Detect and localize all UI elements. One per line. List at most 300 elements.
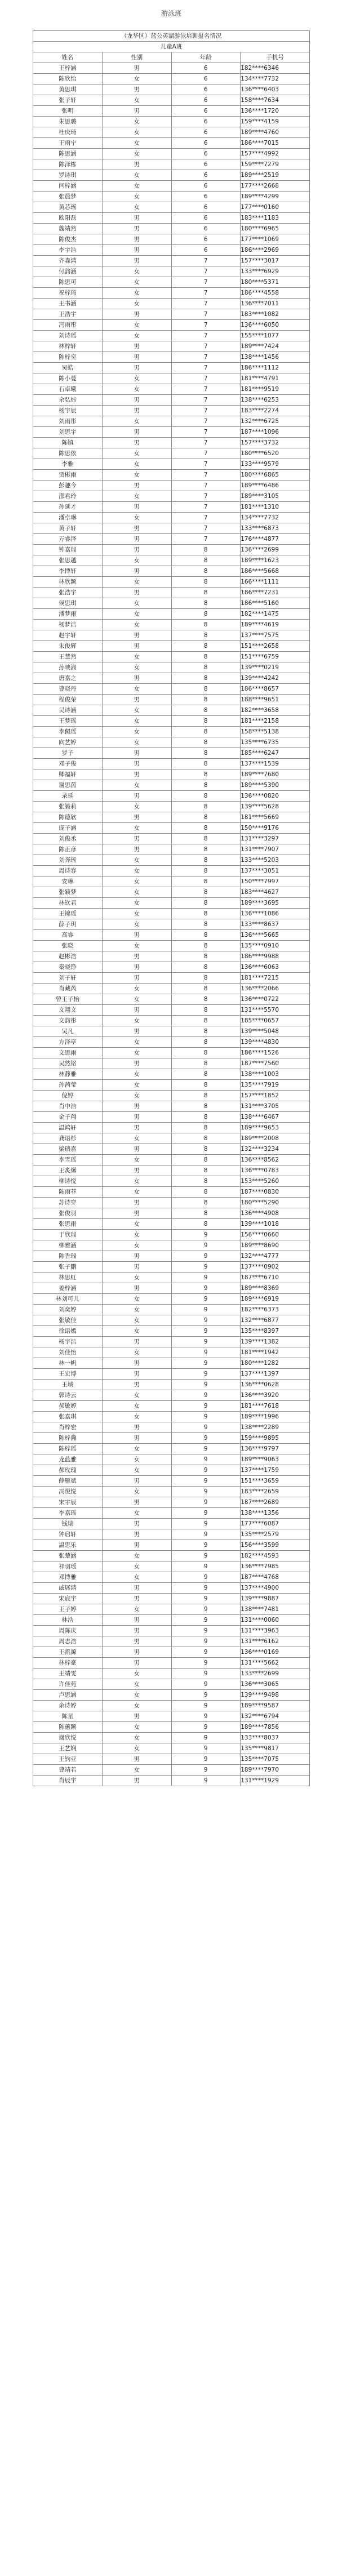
table-row — [33, 1561, 310, 1572]
cell-age: 9 — [171, 1701, 241, 1711]
cell-name: 朱思璐 — [33, 117, 103, 127]
cell-name: 张晓 — [33, 941, 103, 951]
table-row — [33, 192, 310, 202]
table-row — [33, 662, 310, 673]
cell-phone: 137****7575 — [241, 630, 310, 641]
cell-name: 祝梓琦 — [33, 288, 103, 299]
table-row — [33, 1219, 310, 1230]
cell-age: 9 — [171, 1358, 241, 1369]
cell-phone: 187****7560 — [241, 1058, 310, 1069]
table-row — [33, 523, 310, 534]
cell-age: 8 — [171, 737, 241, 748]
cell-age: 7 — [171, 299, 241, 309]
cell-phone: 139****1382 — [241, 1337, 310, 1347]
cell-phone: 187****0830 — [241, 1187, 310, 1198]
table-row — [33, 973, 310, 984]
cell-name: 郝玫瑰 — [33, 1465, 103, 1476]
cell-name: 孙映淑 — [33, 662, 103, 673]
header-age: 年龄 — [171, 52, 241, 63]
table-row — [33, 1187, 310, 1198]
cell-name: 戚展鸿 — [33, 1583, 103, 1594]
cell-gender: 女 — [102, 1690, 171, 1701]
cell-phone: 157****4992 — [241, 149, 310, 159]
cell-age: 9 — [171, 1561, 241, 1572]
cell-name: 王炙爆 — [33, 1165, 103, 1176]
cell-age: 9 — [171, 1615, 241, 1626]
cell-phone: 186****9988 — [241, 951, 310, 962]
cell-phone: 181****4791 — [241, 373, 310, 384]
table-row — [33, 727, 310, 737]
cell-phone: 180****6520 — [241, 448, 310, 459]
table-row — [33, 1647, 310, 1658]
cell-age: 9 — [171, 1412, 241, 1422]
cell-phone: 153****5260 — [241, 1176, 310, 1187]
cell-age: 9 — [171, 1369, 241, 1380]
cell-gender: 女 — [102, 652, 171, 662]
cell-name: 刘诗瑶 — [33, 331, 103, 341]
cell-gender: 女 — [102, 1390, 171, 1401]
cell-gender: 男 — [102, 1251, 171, 1262]
table-row — [33, 1358, 310, 1369]
cell-gender: 男 — [102, 748, 171, 759]
cell-age: 9 — [171, 1636, 241, 1647]
cell-gender: 女 — [102, 1091, 171, 1101]
cell-phone: 177****0160 — [241, 202, 310, 213]
cell-phone: 182****6346 — [241, 63, 310, 74]
cell-age: 6 — [171, 74, 241, 84]
cell-age: 8 — [171, 695, 241, 705]
table-row — [33, 951, 310, 962]
cell-gender: 女 — [102, 1305, 171, 1315]
cell-age: 8 — [171, 1123, 241, 1133]
cell-phone: 136****0783 — [241, 1165, 310, 1176]
cell-name: 王浩宇 — [33, 309, 103, 320]
cell-name: 冯雨彤 — [33, 320, 103, 331]
table-row — [33, 234, 310, 245]
cell-phone: 185****6247 — [241, 748, 310, 759]
cell-name: 吴皓 — [33, 363, 103, 373]
cell-gender: 女 — [102, 1176, 171, 1187]
cell-age: 8 — [171, 887, 241, 898]
cell-gender: 女 — [102, 288, 171, 299]
cell-name: 陈梓奕 — [33, 352, 103, 363]
cell-gender: 男 — [102, 224, 171, 234]
table-row — [33, 1722, 310, 1733]
cell-name: 林梓豪 — [33, 1658, 103, 1669]
cell-gender: 男 — [102, 1005, 171, 1016]
cell-name: 陈正彦 — [33, 844, 103, 855]
cell-phone: 131****3705 — [241, 1101, 310, 1112]
cell-phone: 139****9498 — [241, 1690, 310, 1701]
cell-name: 赵彬浩 — [33, 951, 103, 962]
cell-name: 卿福轩 — [33, 769, 103, 780]
cell-phone: 136****0628 — [241, 1380, 310, 1390]
cell-age: 9 — [171, 1711, 241, 1722]
page-title: 游泳班 — [161, 10, 181, 17]
cell-age: 7 — [171, 256, 241, 266]
cell-name: 林一帆 — [33, 1358, 103, 1369]
cell-gender: 男 — [102, 159, 171, 170]
table-row — [33, 1733, 310, 1743]
cell-age: 8 — [171, 919, 241, 930]
cell-name: 文韵彤 — [33, 1016, 103, 1026]
cell-gender: 女 — [102, 331, 171, 341]
table-row — [33, 224, 310, 234]
cell-age: 8 — [171, 759, 241, 769]
cell-phone: 133****8037 — [241, 1733, 310, 1743]
table-row — [33, 1572, 310, 1583]
cell-age: 6 — [171, 149, 241, 159]
cell-gender: 男 — [102, 395, 171, 406]
table-row — [33, 406, 310, 416]
cell-age: 7 — [171, 331, 241, 341]
table-row — [33, 984, 310, 994]
cell-phone: 182****4593 — [241, 1551, 310, 1561]
cell-name: 刘佳怡 — [33, 1347, 103, 1358]
cell-phone: 136****6063 — [241, 962, 310, 973]
cell-gender: 男 — [102, 1754, 171, 1765]
cell-gender: 男 — [102, 213, 171, 224]
cell-age: 9 — [171, 1497, 241, 1508]
header-name: 姓名 — [33, 52, 103, 63]
cell-name: 邵君玲 — [33, 491, 103, 502]
table-row — [33, 1198, 310, 1208]
cell-age: 6 — [171, 192, 241, 202]
table-row — [33, 823, 310, 834]
cell-phone: 131****3963 — [241, 1626, 310, 1636]
cell-gender: 女 — [102, 491, 171, 502]
cell-phone: 133****9579 — [241, 459, 310, 470]
cell-name: 刘雨彤 — [33, 416, 103, 427]
cell-name: 孙延才 — [33, 502, 103, 513]
cell-age: 8 — [171, 748, 241, 759]
cell-gender: 女 — [102, 1465, 171, 1476]
cell-gender: 男 — [102, 759, 171, 769]
cell-gender: 男 — [102, 1422, 171, 1433]
cell-gender: 男 — [102, 1433, 171, 1444]
table-row — [33, 1337, 310, 1347]
cell-phone: 189****2519 — [241, 170, 310, 181]
signup-table — [33, 30, 310, 1786]
cell-age: 8 — [171, 973, 241, 984]
cell-name: 王子婷 — [33, 1604, 103, 1615]
cell-gender: 男 — [102, 1144, 171, 1155]
header-phone: 手机号 — [241, 52, 310, 63]
table-row — [33, 566, 310, 577]
cell-age: 7 — [171, 448, 241, 459]
table-row — [33, 705, 310, 716]
cell-age: 7 — [171, 384, 241, 395]
cell-age: 8 — [171, 716, 241, 727]
table-row — [33, 1433, 310, 1444]
cell-name: 于欣瑞 — [33, 1230, 103, 1240]
cell-age: 9 — [171, 1519, 241, 1529]
table-row — [33, 1454, 310, 1465]
cell-phone: 135****7919 — [241, 1080, 310, 1091]
cell-name: 方泽亭 — [33, 1037, 103, 1048]
cell-age: 9 — [171, 1594, 241, 1604]
table-row — [33, 1743, 310, 1754]
cell-phone: 189****1623 — [241, 555, 310, 566]
cell-phone: 150****7997 — [241, 877, 310, 887]
cell-name: 欧阳磊 — [33, 213, 103, 224]
cell-age: 9 — [171, 1604, 241, 1615]
cell-name: 李雅 — [33, 459, 103, 470]
table-row — [33, 898, 310, 909]
table-row — [33, 909, 310, 919]
cell-age: 8 — [171, 545, 241, 555]
cell-phone: 135****9817 — [241, 1743, 310, 1754]
cell-gender: 男 — [102, 545, 171, 555]
cell-age: 8 — [171, 1069, 241, 1080]
cell-phone: 181****1310 — [241, 502, 310, 513]
cell-phone: 183****1082 — [241, 309, 310, 320]
cell-phone: 177****1069 — [241, 234, 310, 245]
cell-age: 8 — [171, 962, 241, 973]
table-row — [33, 1058, 310, 1069]
cell-age: 8 — [171, 769, 241, 780]
cell-name: 付韵涵 — [33, 266, 103, 277]
cell-gender: 女 — [102, 266, 171, 277]
cell-gender: 男 — [102, 1476, 171, 1487]
table-row — [33, 684, 310, 695]
cell-phone: 158****5138 — [241, 727, 310, 737]
cell-name: 倪婷 — [33, 1091, 103, 1101]
cell-phone: 151****2658 — [241, 641, 310, 652]
cell-gender: 男 — [102, 1497, 171, 1508]
table-row — [33, 427, 310, 438]
cell-phone: 150****9176 — [241, 823, 310, 834]
cell-age: 8 — [171, 609, 241, 620]
cell-phone: 136****9797 — [241, 1444, 310, 1454]
cell-name: 文翔文 — [33, 1005, 103, 1016]
cell-name: 薛子玥 — [33, 919, 103, 930]
cell-phone: 136****3065 — [241, 1679, 310, 1690]
cell-name: 吴诗涵 — [33, 705, 103, 716]
cell-age: 8 — [171, 652, 241, 662]
cell-phone: 139****4242 — [241, 673, 310, 684]
cell-name: 刘奕婷 — [33, 1305, 103, 1315]
cell-age: 8 — [171, 1080, 241, 1091]
cell-phone: 137****1539 — [241, 759, 310, 769]
table-row — [33, 1294, 310, 1305]
cell-name: 钟嘉瑞 — [33, 545, 103, 555]
cell-phone: 136****2066 — [241, 984, 310, 994]
table-row — [33, 117, 310, 127]
cell-phone: 136****7011 — [241, 299, 310, 309]
cell-gender: 女 — [102, 1219, 171, 1230]
cell-gender: 男 — [102, 1380, 171, 1390]
cell-gender: 男 — [102, 1540, 171, 1551]
cell-phone: 186****8657 — [241, 684, 310, 695]
cell-phone: 159****9895 — [241, 1433, 310, 1444]
cell-gender: 男 — [102, 791, 171, 802]
cell-name: 肖藏芮 — [33, 984, 103, 994]
table-row — [33, 106, 310, 117]
cell-gender: 女 — [102, 577, 171, 588]
cell-age: 6 — [171, 84, 241, 95]
cell-phone: 159****4159 — [241, 117, 310, 127]
cell-age: 8 — [171, 1048, 241, 1058]
cell-name: 林欣颖 — [33, 577, 103, 588]
cell-age: 7 — [171, 373, 241, 384]
cell-gender: 女 — [102, 1444, 171, 1454]
cell-phone: 189****7856 — [241, 1722, 310, 1733]
cell-name: 林梓轩 — [33, 341, 103, 352]
cell-age: 8 — [171, 941, 241, 951]
cell-gender: 女 — [102, 919, 171, 930]
cell-gender: 女 — [102, 1487, 171, 1497]
cell-gender: 男 — [102, 1198, 171, 1208]
cell-age: 7 — [171, 427, 241, 438]
table-row — [33, 1133, 310, 1144]
cell-age: 9 — [171, 1230, 241, 1240]
cell-phone: 181****2158 — [241, 716, 310, 727]
table-row — [33, 555, 310, 566]
table-row — [33, 1669, 310, 1679]
cell-phone: 133****6873 — [241, 523, 310, 534]
table-row — [33, 1390, 310, 1401]
cell-gender: 男 — [102, 534, 171, 545]
cell-age: 9 — [171, 1433, 241, 1444]
cell-phone: 136****0820 — [241, 791, 310, 802]
table-row — [33, 630, 310, 641]
cell-age: 8 — [171, 620, 241, 630]
cell-gender: 女 — [102, 513, 171, 523]
cell-gender: 男 — [102, 256, 171, 266]
cell-gender: 男 — [102, 834, 171, 844]
cell-phone: 188****9651 — [241, 695, 310, 705]
cell-phone: 166****1111 — [241, 577, 310, 588]
table-row — [33, 1144, 310, 1155]
cell-name: 邓博雅 — [33, 1572, 103, 1583]
cell-age: 8 — [171, 1208, 241, 1219]
table-row — [33, 759, 310, 769]
cell-gender: 女 — [102, 1187, 171, 1198]
cell-name: 宋宸宇 — [33, 1594, 103, 1604]
cell-name: 王艺娴 — [33, 1743, 103, 1754]
table-row — [33, 866, 310, 877]
cell-gender: 女 — [102, 620, 171, 630]
cell-phone: 183****4627 — [241, 887, 310, 898]
cell-phone: 134****7732 — [241, 513, 310, 523]
cell-gender: 男 — [102, 352, 171, 363]
table-row — [33, 1422, 310, 1433]
cell-age: 6 — [171, 127, 241, 138]
cell-age: 8 — [171, 1058, 241, 1069]
cell-gender: 男 — [102, 106, 171, 117]
cell-phone: 136****2699 — [241, 545, 310, 555]
cell-age: 9 — [171, 1487, 241, 1497]
table-row — [33, 877, 310, 887]
cell-phone: 187****2689 — [241, 1497, 310, 1508]
cell-gender: 女 — [102, 1155, 171, 1165]
cell-gender: 女 — [102, 373, 171, 384]
cell-gender: 女 — [102, 727, 171, 737]
table-row — [33, 1497, 310, 1508]
cell-name: 徐语嫣 — [33, 1326, 103, 1337]
cell-name: 温鸿轩 — [33, 1123, 103, 1133]
cell-name: 陈思依 — [33, 448, 103, 459]
cell-age: 9 — [171, 1572, 241, 1583]
cell-phone: 132****3234 — [241, 1144, 310, 1155]
cell-name: 王凯源 — [33, 1647, 103, 1658]
cell-age: 7 — [171, 534, 241, 545]
cell-name: 潘梦雨 — [33, 609, 103, 620]
cell-phone: 151****6759 — [241, 652, 310, 662]
cell-age: 7 — [171, 309, 241, 320]
cell-age: 9 — [171, 1240, 241, 1251]
table-row — [33, 363, 310, 373]
cell-phone: 187****6710 — [241, 1273, 310, 1283]
cell-name: 李博轩 — [33, 566, 103, 577]
cell-name: 张颖梦 — [33, 887, 103, 898]
cell-gender: 男 — [102, 1519, 171, 1529]
cell-gender: 女 — [102, 780, 171, 791]
cell-name: 曹晓丹 — [33, 684, 103, 695]
cell-name: 梁瑞嘉 — [33, 1144, 103, 1155]
cell-age: 7 — [171, 266, 241, 277]
table-row — [33, 620, 310, 630]
table-row — [33, 320, 310, 331]
cell-age: 8 — [171, 1144, 241, 1155]
cell-name: 李宇浩 — [33, 245, 103, 256]
cell-age: 9 — [171, 1658, 241, 1669]
cell-phone: 186****5668 — [241, 566, 310, 577]
cell-name: 周诗容 — [33, 866, 103, 877]
cell-name: 张籁莉 — [33, 802, 103, 812]
cell-phone: 133****6929 — [241, 266, 310, 277]
table-row — [33, 1594, 310, 1604]
cell-phone: 189****8690 — [241, 1240, 310, 1251]
table-row — [33, 609, 310, 620]
cell-age: 8 — [171, 1133, 241, 1144]
cell-name: 陈蕙颖 — [33, 1722, 103, 1733]
table-row — [33, 1754, 310, 1765]
cell-name: 曹靖若 — [33, 1765, 103, 1776]
cell-name: 陈梓瀚 — [33, 1433, 103, 1444]
cell-gender: 男 — [102, 673, 171, 684]
cell-name: 林钦君 — [33, 898, 103, 909]
cell-age: 9 — [171, 1454, 241, 1465]
cell-phone: 131****3297 — [241, 834, 310, 844]
table-row — [33, 266, 310, 277]
table-row — [33, 416, 310, 427]
cell-name: 石卓曦 — [33, 384, 103, 395]
table-banner: （龙华区）蓝公英湖游泳培训报名情况 — [33, 31, 310, 42]
table-row — [33, 1658, 310, 1669]
table-row — [33, 791, 310, 802]
table-row — [33, 299, 310, 309]
cell-name: 许佳苑 — [33, 1679, 103, 1690]
table-row — [33, 641, 310, 652]
cell-phone: 139****5048 — [241, 1026, 310, 1037]
table-row — [33, 887, 310, 898]
cell-gender: 女 — [102, 299, 171, 309]
cell-age: 8 — [171, 994, 241, 1005]
cell-age: 7 — [171, 470, 241, 481]
table-row — [33, 812, 310, 823]
cell-name: 周陈庆 — [33, 1626, 103, 1636]
cell-gender: 女 — [102, 909, 171, 919]
cell-name: 宋宇辰 — [33, 1497, 103, 1508]
table-row — [33, 1776, 310, 1786]
cell-phone: 181****7215 — [241, 973, 310, 984]
cell-phone: 137****3051 — [241, 866, 310, 877]
cell-gender: 男 — [102, 406, 171, 416]
table-row — [33, 181, 310, 192]
cell-phone: 180****6865 — [241, 470, 310, 481]
